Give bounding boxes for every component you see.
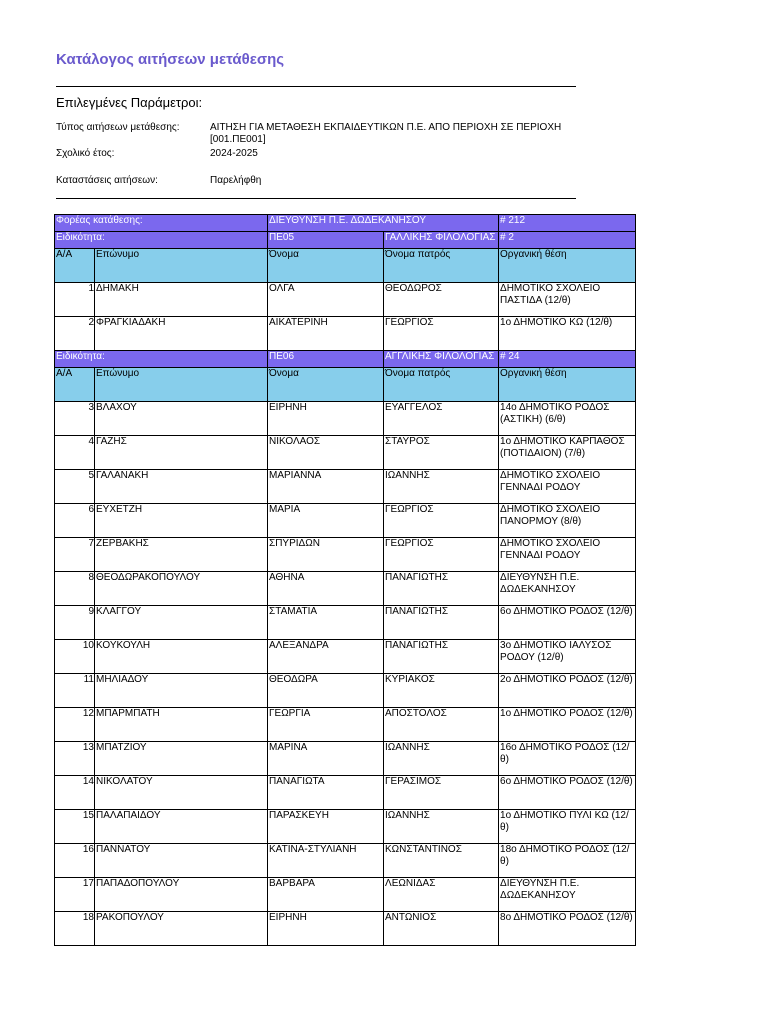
table-row xyxy=(55,538,636,572)
cell-surname: ΦΡΑΓΚΙΑΔΑΚΗ xyxy=(95,317,268,351)
cell-name: ΜΑΡΙΑ xyxy=(268,504,384,538)
divider xyxy=(56,86,576,87)
cell-aa: 13 xyxy=(55,742,95,776)
cell-father: ΙΩΑΝΝΗΣ xyxy=(384,470,499,504)
specialty-count: # 24 xyxy=(499,351,636,368)
cell-aa: 1 xyxy=(55,283,95,317)
cell-father: ΠΑΝΑΓΙΩΤΗΣ xyxy=(384,572,499,606)
cell-surname: ΠΑΝΝΑΤΟΥ xyxy=(95,844,268,878)
column-header-row xyxy=(55,368,636,402)
cell-position: ΔΙΕΥΘΥΝΣΗ Π.Ε. ΔΩΔΕΚΑΝΗΣΟΥ xyxy=(499,878,636,912)
cell-position: ΔΗΜΟΤΙΚΟ ΣΧΟΛΕΙΟ ΠΑΣΤΙΔΑ (12/θ) xyxy=(499,283,636,317)
cell-surname: ΖΕΡΒΑΚΗΣ xyxy=(95,538,268,572)
cell-father: ΠΑΝΑΓΙΩΤΗΣ xyxy=(384,606,499,640)
cell-aa: 10 xyxy=(55,640,95,674)
column-header-name: Όνομα xyxy=(268,368,384,402)
table-row xyxy=(55,436,636,470)
table-row xyxy=(55,742,636,776)
cell-name: ΣΠΥΡΙΔΩΝ xyxy=(268,538,384,572)
cell-position: 16ο ΔΗΜΟΤΙΚΟ ΡΟΔΟΣ (12/θ) xyxy=(499,742,636,776)
cell-aa: 5 xyxy=(55,470,95,504)
cell-position: 14ο ΔΗΜΟΤΙΚΟ ΡΟΔΟΣ (ΑΣΤΙΚΗ) (6/θ) xyxy=(499,402,636,436)
cell-position: 6ο ΔΗΜΟΤΙΚΟ ΡΟΔΟΣ (12/θ) xyxy=(499,776,636,810)
cell-surname: ΚΟΥΚΟΥΛΗ xyxy=(95,640,268,674)
cell-surname: ΠΑΠΑΔΟΠΟΥΛΟΥ xyxy=(95,878,268,912)
cell-position: 3ο ΔΗΜΟΤΙΚΟ ΙΑΛΥΣΟΣ ΡΟΔΟΥ (12/θ) xyxy=(499,640,636,674)
column-header-father: Όνομα πατρός xyxy=(384,249,499,283)
cell-aa: 3 xyxy=(55,402,95,436)
cell-surname: ΜΠΑΤΖΙΟΥ xyxy=(95,742,268,776)
cell-name: ΜΑΡΙΑΝΝΑ xyxy=(268,470,384,504)
cell-name: ΕΙΡΗΝΗ xyxy=(268,402,384,436)
cell-name: ΕΙΡΗΝΗ xyxy=(268,912,384,946)
cell-surname: ΚΛΑΓΓΟΥ xyxy=(95,606,268,640)
column-header-surname: Επώνυμο xyxy=(95,368,268,402)
cell-father: ΓΕΩΡΓΙΟΣ xyxy=(384,317,499,351)
specialty-count: # 2 xyxy=(499,232,636,249)
specialty-row xyxy=(55,232,636,249)
cell-father: ΙΩΑΝΝΗΣ xyxy=(384,810,499,844)
cell-aa: 8 xyxy=(55,572,95,606)
column-header-father: Όνομα πατρός xyxy=(384,368,499,402)
applications-table xyxy=(54,214,636,946)
table-row xyxy=(55,844,636,878)
cell-aa: 16 xyxy=(55,844,95,878)
cell-father: ΙΩΑΝΝΗΣ xyxy=(384,742,499,776)
table-row xyxy=(55,470,636,504)
cell-aa: 6 xyxy=(55,504,95,538)
cell-father: ΛΕΩΝΙΔΑΣ xyxy=(384,878,499,912)
column-header-position: Οργανική θέση xyxy=(499,368,636,402)
cell-name: ΠΑΡΑΣΚΕΥΗ xyxy=(268,810,384,844)
cell-surname: ΓΑΖΗΣ xyxy=(95,436,268,470)
cell-father: ΓΕΩΡΓΙΟΣ xyxy=(384,538,499,572)
specialty-label: Ειδικότητα: xyxy=(55,232,268,249)
cell-surname: ΡΑΚΟΠΟΥΛΟΥ xyxy=(95,912,268,946)
param-status-value: Παρελήφθη xyxy=(210,175,262,186)
params-heading: Επιλεγμένες Παράμετροι: xyxy=(56,95,203,110)
specialty-label: Ειδικότητα: xyxy=(55,351,268,368)
cell-surname: ΔΗΜΑΚΗ xyxy=(95,283,268,317)
cell-aa: 18 xyxy=(55,912,95,946)
cell-surname: ΜΗΛΙΑΔΟΥ xyxy=(95,674,268,708)
cell-name: ΜΑΡΙΝΑ xyxy=(268,742,384,776)
cell-name: ΝΙΚΟΛΑΟΣ xyxy=(268,436,384,470)
param-year-label: Σχολικό έτος: xyxy=(56,148,115,159)
param-type-label: Τύπος αιτήσεων μετάθεσης: xyxy=(56,122,180,133)
cell-aa: 17 xyxy=(55,878,95,912)
cell-father: ΠΑΝΑΓΙΩΤΗΣ xyxy=(384,640,499,674)
cell-aa: 12 xyxy=(55,708,95,742)
column-header-aa: Α/Α xyxy=(55,249,95,283)
cell-name: ΣΤΑΜΑΤΙΑ xyxy=(268,606,384,640)
cell-father: ΓΕΩΡΓΙΟΣ xyxy=(384,504,499,538)
cell-father: ΣΤΑΥΡΟΣ xyxy=(384,436,499,470)
specialty-row xyxy=(55,351,636,368)
cell-name: ΒΑΡΒΑΡΑ xyxy=(268,878,384,912)
specialty-code: ΠΕ05 xyxy=(268,232,384,249)
cell-name: ΠΑΝΑΓΙΩΤΑ xyxy=(268,776,384,810)
cell-position: 6ο ΔΗΜΟΤΙΚΟ ΡΟΔΟΣ (12/θ) xyxy=(499,606,636,640)
cell-surname: ΕΥΧΕΤΖΗ xyxy=(95,504,268,538)
table-row xyxy=(55,504,636,538)
cell-name: ΟΛΓΑ xyxy=(268,283,384,317)
cell-father: ΓΕΡΑΣΙΜΟΣ xyxy=(384,776,499,810)
specialty-title: ΓΑΛΛΙΚΗΣ ΦΙΛΟΛΟΓΙΑΣ xyxy=(384,232,499,249)
cell-surname: ΒΛΑΧΟΥ xyxy=(95,402,268,436)
cell-position: 1ο ΔΗΜΟΤΙΚΟ ΠΥΛΙ ΚΩ (12/θ) xyxy=(499,810,636,844)
table-row xyxy=(55,317,636,351)
cell-father: ΕΥΑΓΓΕΛΟΣ xyxy=(384,402,499,436)
cell-name: ΑΛΕΞΑΝΔΡΑ xyxy=(268,640,384,674)
cell-aa: 11 xyxy=(55,674,95,708)
cell-name: ΚΑΤΙΝΑ-ΣΤΥΛΙΑΝΗ xyxy=(268,844,384,878)
cell-name: ΓΕΩΡΓΙΑ xyxy=(268,708,384,742)
table-row xyxy=(55,776,636,810)
specialty-title: ΑΓΓΛΙΚΗΣ ΦΙΛΟΛΟΓΙΑΣ xyxy=(384,351,499,368)
column-header-row xyxy=(55,249,636,283)
cell-position: ΔΗΜΟΤΙΚΟ ΣΧΟΛΕΙΟ ΓΕΝΝΑΔΙ ΡΟΔΟΥ xyxy=(499,470,636,504)
table-row xyxy=(55,283,636,317)
cell-aa: 2 xyxy=(55,317,95,351)
cell-name: ΑΘΗΝΑ xyxy=(268,572,384,606)
divider xyxy=(56,198,576,199)
cell-aa: 9 xyxy=(55,606,95,640)
table-row xyxy=(55,640,636,674)
column-header-position: Οργανική θέση xyxy=(499,249,636,283)
agency-label: Φορέας κατάθεσης: xyxy=(55,215,268,232)
cell-position: ΔΗΜΟΤΙΚΟ ΣΧΟΛΕΙΟ ΠΑΝΟΡΜΟΥ (8/θ) xyxy=(499,504,636,538)
page-title: Κατάλογος αιτήσεων μετάθεσης xyxy=(56,51,285,68)
cell-father: ΑΠΟΣΤΟΛΟΣ xyxy=(384,708,499,742)
cell-father: ΚΥΡΙΑΚΟΣ xyxy=(384,674,499,708)
cell-position: 8ο ΔΗΜΟΤΙΚΟ ΡΟΔΟΣ (12/θ) xyxy=(499,912,636,946)
cell-position: 2ο ΔΗΜΟΤΙΚΟ ΡΟΔΟΣ (12/θ) xyxy=(499,674,636,708)
table-row xyxy=(55,674,636,708)
column-header-surname: Επώνυμο xyxy=(95,249,268,283)
table-row xyxy=(55,572,636,606)
cell-surname: ΘΕΟΔΩΡΑΚΟΠΟΥΛΟΥ xyxy=(95,572,268,606)
cell-surname: ΠΑΛΑΠΑΙΔΟΥ xyxy=(95,810,268,844)
agency-count: # 212 xyxy=(499,215,636,232)
cell-position: ΔΙΕΥΘΥΝΣΗ Π.Ε. ΔΩΔΕΚΑΝΗΣΟΥ xyxy=(499,572,636,606)
cell-surname: ΓΑΛΑΝΑΚΗ xyxy=(95,470,268,504)
column-header-name: Όνομα xyxy=(268,249,384,283)
cell-aa: 15 xyxy=(55,810,95,844)
cell-name: ΑΙΚΑΤΕΡΙΝΗ xyxy=(268,317,384,351)
table-row xyxy=(55,912,636,946)
table-row xyxy=(55,878,636,912)
agency-row xyxy=(55,215,636,232)
column-header-aa: Α/Α xyxy=(55,368,95,402)
cell-aa: 7 xyxy=(55,538,95,572)
table-row xyxy=(55,606,636,640)
cell-position: 1ο ΔΗΜΟΤΙΚΟ ΡΟΔΟΣ (12/θ) xyxy=(499,708,636,742)
specialty-code: ΠΕ06 xyxy=(268,351,384,368)
agency-value: ΔΙΕΥΘΥΝΣΗ Π.Ε. ΔΩΔΕΚΑΝΗΣΟΥ xyxy=(268,215,499,232)
param-year-value: 2024-2025 xyxy=(210,148,258,159)
table-row xyxy=(55,708,636,742)
cell-position: 1ο ΔΗΜΟΤΙΚΟ ΚΩ (12/θ) xyxy=(499,317,636,351)
cell-name: ΘΕΟΔΩΡΑ xyxy=(268,674,384,708)
cell-father: ΑΝΤΩΝΙΟΣ xyxy=(384,912,499,946)
param-status-label: Καταστάσεις αιτήσεων: xyxy=(56,175,158,186)
param-type-value: ΑΙΤΗΣΗ ΓΙΑ ΜΕΤΑΘΕΣΗ ΕΚΠΑΙΔΕΥΤΙΚΩΝ Π.Ε. ΑΠΟ ΠΕΡΙΟΧΗ ΣΕ ΠΕΡΙΟΧΗ [001.ΠΕ001] xyxy=(210,122,562,145)
cell-surname: ΜΠΑΡΜΠΑΤΗ xyxy=(95,708,268,742)
cell-position: 18ο ΔΗΜΟΤΙΚΟ ΡΟΔΟΣ (12/θ) xyxy=(499,844,636,878)
cell-father: ΚΩΝΣΤΑΝΤΙΝΟΣ xyxy=(384,844,499,878)
cell-position: ΔΗΜΟΤΙΚΟ ΣΧΟΛΕΙΟ ΓΕΝΝΑΔΙ ΡΟΔΟΥ xyxy=(499,538,636,572)
cell-surname: ΝΙΚΟΛΑΤΟΥ xyxy=(95,776,268,810)
table-row xyxy=(55,402,636,436)
cell-aa: 14 xyxy=(55,776,95,810)
cell-aa: 4 xyxy=(55,436,95,470)
cell-position: 1ο ΔΗΜΟΤΙΚΟ ΚΑΡΠΑΘΟΣ (ΠΟΤΙΔΑΙΟΝ) (7/θ) xyxy=(499,436,636,470)
cell-father: ΘΕΟΔΩΡΟΣ xyxy=(384,283,499,317)
table-row xyxy=(55,810,636,844)
